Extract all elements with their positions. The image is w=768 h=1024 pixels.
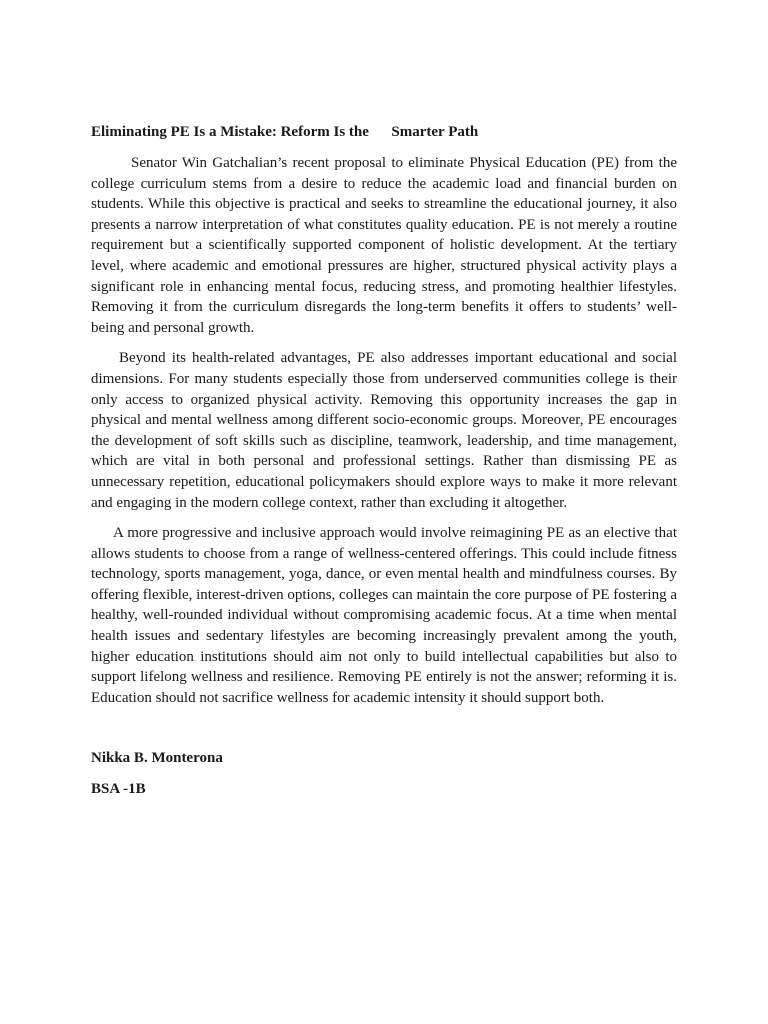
document-body [91,122,677,718]
author-section: BSA -1B [91,781,146,797]
paragraph-3: A more progressive and inclusive approach would involve reimagining PE as an elective that allows students to choose from a range of wellness-centered offerings. This could include fitness technology, sports management, yoga, dance, or even mental health and mindfulness courses. By offering flexible, interest-driven options, colleges can maintain the core purpose of PE fostering a healthy, well-rounded individual without compromising academic focus. At a time when mental health issues and sedentary lifestyles are becoming increasingly prevalent among the youth, higher education institutions should aim not only to build intellectual capabilities but also to support lifelong wellness and resilience. Removing PE entirely is not the answer; reforming it is. Education should not sacrifice wellness for academic intensity it should support both. [91,525,677,706]
paragraph-1: Senator Win Gatchalian’s recent proposal to eliminate Physical Education (PE) from the college curriculum stems from a desire to reduce the academic load and financial burden on students. While this objective is practical and seeks to streamline the educational journey, it also presents a narrow interpretation of what constitutes quality education. PE is not merely a routine requirement but a scientifically supported component of holistic development. At the tertiary level, where academic and emotional pressures are higher, structured physical activity plays a significant role in enhancing mental focus, reducing stress, and promoting healthier lifestyles. Removing it from the curriculum disregards the long-term benefits it offers to students’ well-being and personal growth. [91,155,677,336]
paragraph-2: Beyond its health-related advantages, PE also addresses important educational and social dimensions. For many students especially those from underserved communities college is their only access to organized physical activity. Removing this opportunity increases the gap in physical and mental wellness among different socio-economic groups. Moreover, PE encourages the development of soft skills such as discipline, teamwork, leadership, and time management, which are vital in both personal and professional settings. Rather than dismissing PE as unnecessary repetition, educational policymakers should explore ways to make it more relevant and engaging in the modern college context, rather than excluding it altogether. [91,350,677,511]
essay-title: Eliminating PE Is a Mistake: Reform Is the Smarter Path [91,124,479,140]
author-name: Nikka B. Monterona [91,750,223,766]
